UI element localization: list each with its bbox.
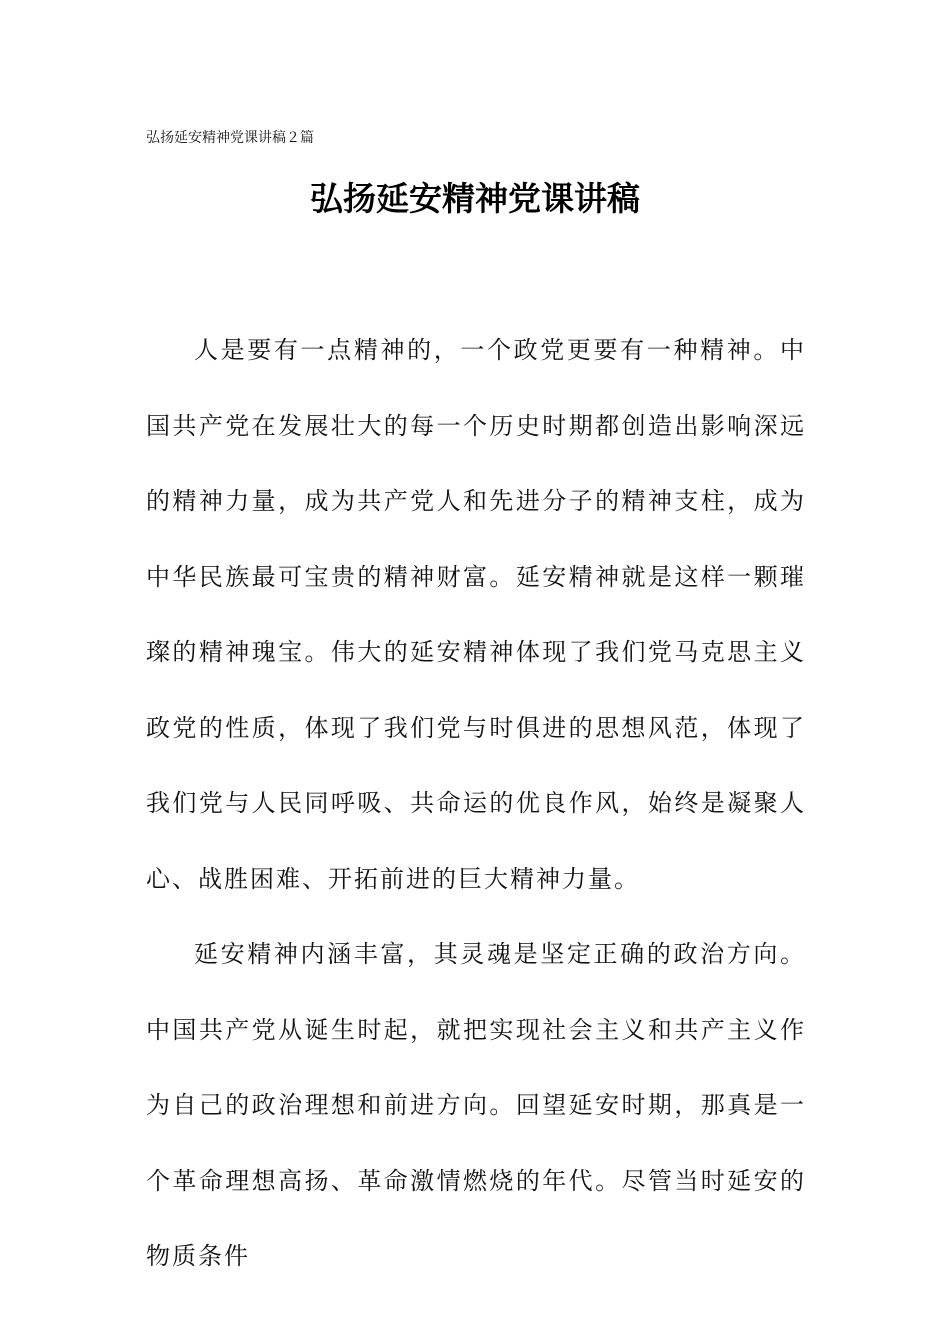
- paragraph: 人是要有一点精神的，一个政党更要有一种精神。中国共产党在发展壮大的每一个历史时期都创造出影响深远的精神力量，成为共产党人和先进分子的精神支柱，成为中华民族最可宝贵的精神财富。延安精神就是这样一颗璀璨的精神瑰宝。伟大的延安精神体现了我们党马克思主义政党的性质，体现了我们党与时俱进的思想风范，体现了我们党与人民同呼吸、共命运的优良作风，始终是凝聚人心、战胜困难、开拓前进的巨大精神力量。: [146, 336, 806, 893]
- document-title: 弘扬延安精神党课讲稿: [310, 179, 640, 218]
- paragraph: 延安精神内涵丰富，其灵魂是坚定正确的政治方向。中国共产党从诞生时起，就把实现社会主义和共产主义作为自己的政治理想和前进方向。回望延安时期，那真是一个革命理想高扬、革命激情燃烧的年代。尽管当时延安的物质条件: [146, 940, 806, 1270]
- header-note: 弘扬延安精神党课讲稿２篇: [146, 130, 314, 146]
- document-body: [146, 313, 806, 1295]
